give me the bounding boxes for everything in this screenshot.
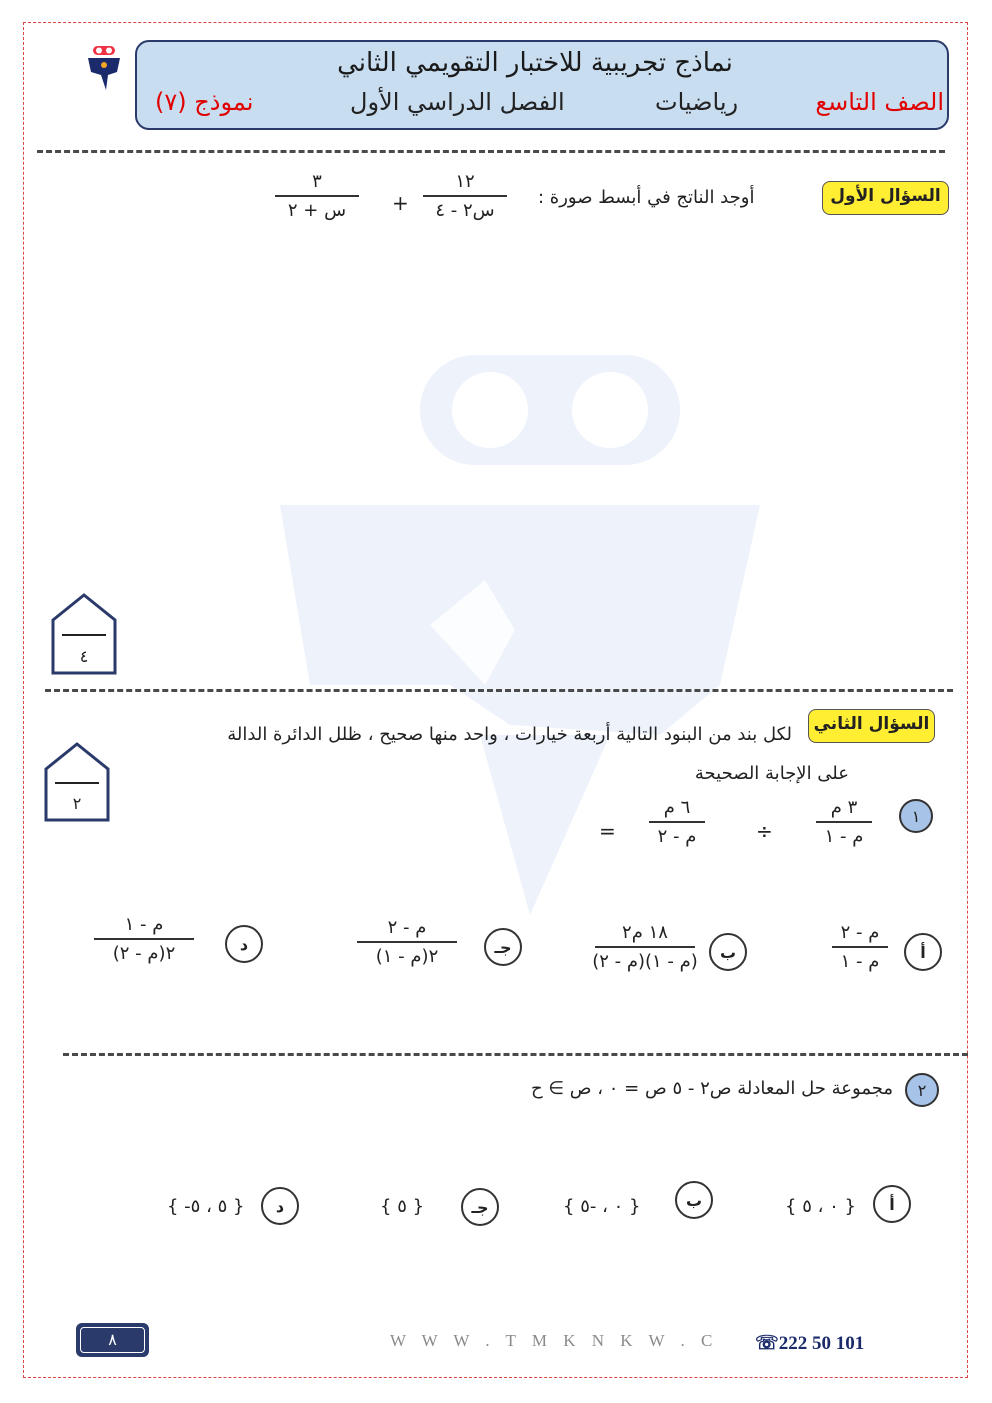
fraction-denominator: ٢(م - ١) (375, 946, 439, 967)
option-a-circle[interactable] (904, 933, 942, 971)
fraction-numerator: ٣ (312, 171, 322, 192)
page-number-badge (76, 1323, 149, 1357)
option-letter: د (275, 1196, 285, 1216)
item-1-number (899, 799, 933, 833)
divider (37, 150, 945, 153)
exam-title: نماذج تجريبية للاختبار التقويمي الثاني (337, 48, 733, 78)
fraction-numerator: م - ٢ (840, 922, 880, 943)
option-letter: جـ (494, 937, 512, 957)
item-1-fraction-b (649, 797, 705, 847)
item-number-text: ١ (911, 806, 921, 826)
score-total: ٤ (79, 647, 89, 666)
option-letter: أ (889, 1194, 895, 1214)
brand-logo-icon (86, 44, 122, 94)
option-b-circle[interactable] (709, 933, 747, 971)
fraction-denominator: م - ١ (840, 951, 880, 972)
option-a-fraction (832, 922, 888, 972)
option-c-value: { ٥ } (380, 1196, 425, 1217)
question-1-fraction-1 (423, 171, 507, 221)
option-d-circle[interactable] (261, 1187, 299, 1225)
fraction-numerator: م - ١ (124, 914, 164, 935)
option-d-circle[interactable] (225, 925, 263, 963)
fraction-numerator: ٦ م (663, 797, 691, 818)
option-b-value: { ٠ ، -٥ } (563, 1196, 641, 1217)
option-c-circle[interactable] (461, 1188, 499, 1226)
option-letter: ب (719, 942, 737, 962)
option-d-fraction (94, 914, 194, 964)
item-2-text: مجموعة حل المعادلة ص٢ - ٥ ص = ٠ ، ص ∋ ح (530, 1078, 893, 1099)
option-a-value: { ٠ ، ٥ } (785, 1196, 856, 1217)
option-c-circle[interactable] (484, 928, 522, 966)
fraction-numerator: ٣ م (830, 797, 858, 818)
fraction-numerator: ١٨ م٢ (622, 922, 668, 943)
fraction-denominator: س٢ - ٤ (435, 200, 495, 221)
fraction-denominator: ٢(م - ٢) (112, 943, 176, 964)
question-2-instruction-line1: لكل بند من البنود التالية أربعة خيارات ، واحد منها صحيح ، ظلل الدائرة الدالة (227, 724, 792, 745)
fraction-denominator: م - ٢ (657, 826, 697, 847)
subject-label: رياضيات (655, 88, 739, 116)
plus-operator: + (392, 191, 409, 215)
item-2-number (905, 1073, 939, 1107)
option-letter: ب (685, 1190, 703, 1210)
footer-phone: ☏222 50 101 (755, 1333, 865, 1354)
option-letter: أ (920, 942, 926, 962)
model-label: نموذج (٧) (155, 88, 254, 116)
footer-website: W W W . T M K N K W . C (390, 1331, 719, 1350)
question-1-badge: السؤال الأول (822, 181, 949, 215)
score-total: ٢ (72, 794, 82, 813)
question-1-fraction-2 (275, 171, 359, 221)
watermark-logo (280, 355, 780, 915)
divider (45, 689, 953, 692)
equals-sign: = (599, 819, 616, 843)
fraction-denominator: س + ٢ (287, 200, 347, 221)
question-2-badge: السؤال الثاني (808, 709, 935, 743)
divide-operator: ÷ (756, 819, 773, 843)
option-b-circle[interactable] (675, 1181, 713, 1219)
fraction-numerator: م - ٢ (387, 917, 427, 938)
option-letter: جـ (471, 1197, 489, 1217)
option-b-fraction (580, 922, 710, 972)
item-number-text: ٢ (917, 1080, 927, 1100)
option-a-circle[interactable] (873, 1185, 911, 1223)
option-d-value: { -٥ ، ٥ } (167, 1196, 245, 1217)
question-2-instruction-line2: على الإجابة الصحيحة (694, 763, 849, 784)
fraction-denominator: م - ١ (824, 826, 864, 847)
option-c-fraction (357, 917, 457, 967)
fraction-numerator: ١٢ (455, 171, 475, 192)
item-1-fraction-a (816, 797, 872, 847)
page-number: ٨ (80, 1327, 145, 1353)
question-1-prompt: أوجد الناتج في أبسط صورة : (538, 187, 755, 208)
divider (63, 1053, 968, 1056)
fraction-denominator: (م - ١)(م - ٢) (592, 951, 698, 972)
option-letter: د (239, 934, 249, 954)
term-label: الفصل الدراسي الأول (350, 88, 565, 116)
grade-label: الصف التاسع (815, 88, 944, 116)
